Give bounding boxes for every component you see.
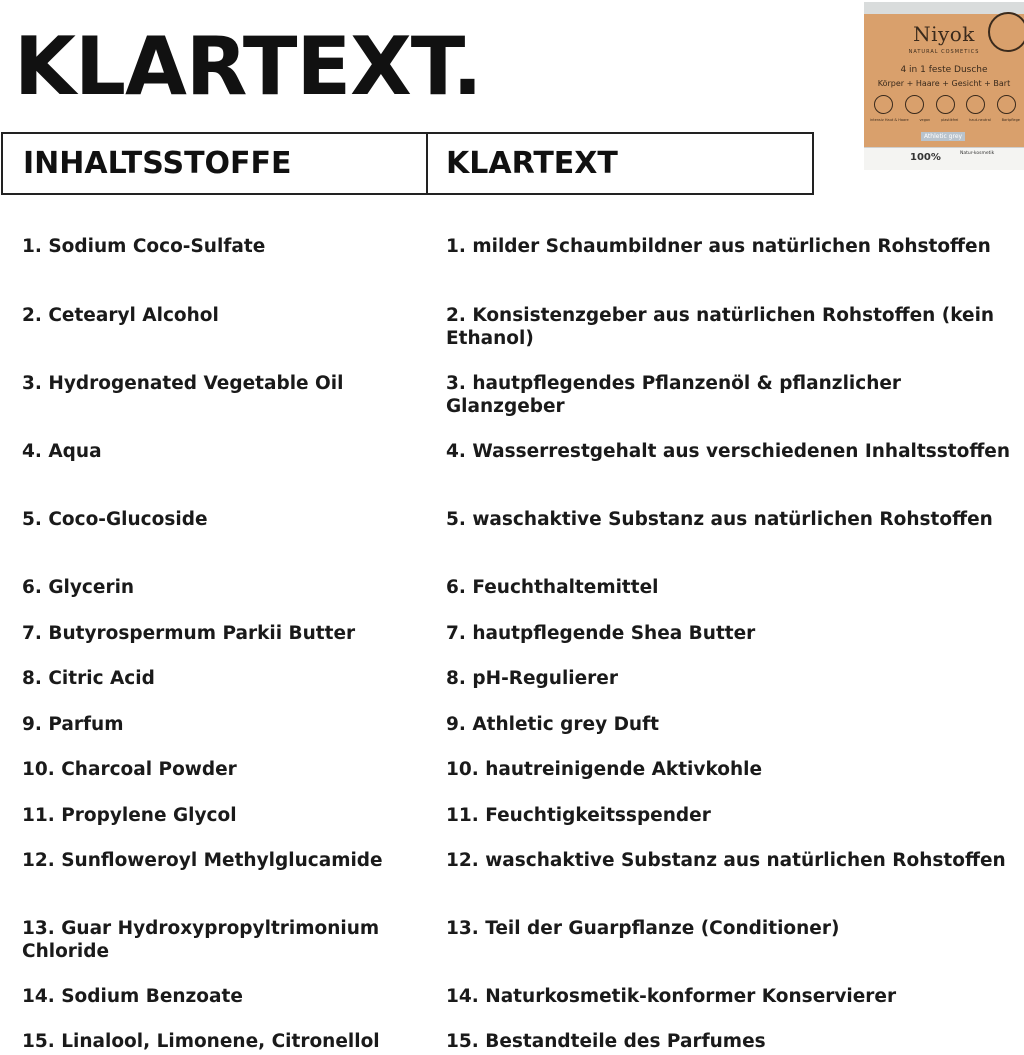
ingredient-name: 14. Sodium Benzoate (22, 986, 243, 1007)
natural-label: Natur-kosmetik (960, 151, 995, 156)
product-name: 4 in 1 feste Dusche (900, 65, 988, 75)
beard-icon (997, 95, 1016, 114)
ingredient-name: 7. Butyrospermum Parkii Butter (22, 623, 356, 644)
ingredient-name: 6. Glycerin (22, 577, 135, 598)
ingredient-name: 13. Guar Hydroxypropyltrimonium Chloride (22, 918, 380, 962)
ingredient-explanation: 10. hautreinigende Aktivkohle (446, 759, 763, 780)
scent-tag: Athletic grey (921, 132, 965, 141)
badge-label: intensiv Haut & Haare (870, 118, 909, 122)
ingredient-explanation: 5. waschaktive Substanz aus natürlichen Rohstoffen (446, 509, 993, 530)
ingredient-explanation: 8. pH-Regulierer (446, 668, 618, 689)
ingredient-name: 8. Citric Acid (22, 668, 155, 689)
natural-percentage: 100% (910, 152, 941, 163)
ingredient-explanation: 1. milder Schaumbildner aus natürlichen Rohstoffen (446, 236, 991, 257)
page-title: KLARTEXT. (14, 20, 482, 113)
table-header (1, 132, 814, 195)
ingredient-name: 12. Sunfloweroyl Methylglucamide (22, 850, 383, 871)
skin-neutral-icon (966, 95, 985, 114)
product-image (864, 2, 1024, 170)
ingredient-name: 15. Linalool, Limonene, Citronellol (22, 1031, 380, 1052)
product-description: Körper + Haare + Gesicht + Bart (877, 79, 1011, 88)
ingredient-explanation: 12. waschaktive Substanz aus natürlichen Rohstoffen (446, 850, 1006, 871)
badge-labels (870, 118, 1020, 122)
header-klartext: KLARTEXT (446, 146, 618, 181)
plastic-free-icon (936, 95, 955, 114)
header-ingredients: INHALTSSTOFFE (3, 134, 428, 193)
ingredient-name: 5. Coco-Glucoside (22, 509, 208, 530)
hair-icon (874, 95, 893, 114)
product-brand-subtitle: NATURAL COSMETICS (908, 49, 980, 55)
ingredient-explanation: 6. Feuchthaltemittel (446, 577, 659, 598)
ingredient-explanation: 3. hautpflegendes Pflanzenöl & pflanzlicher Glanzgeber (446, 373, 902, 417)
ingredient-name: 1. Sodium Coco-Sulfate (22, 236, 266, 257)
ingredient-name: 3. Hydrogenated Vegetable Oil (22, 373, 344, 394)
ingredient-name: 11. Propylene Glycol (22, 805, 237, 826)
ingredient-name: 10. Charcoal Powder (22, 759, 237, 780)
box-bottom (864, 147, 1024, 170)
product-brand: Niyok (913, 22, 975, 46)
ingredient-name: 2. Cetearyl Alcohol (22, 305, 219, 326)
badge-label: vegan (919, 118, 931, 122)
ingredient-explanation: 9. Athletic grey Duft (446, 714, 659, 735)
ingredient-explanation: 7. hautpflegende Shea Butter (446, 623, 756, 644)
badge-label: Bartpflege (1001, 118, 1020, 122)
ingredient-name: 9. Parfum (22, 714, 124, 735)
ingredient-explanation: 4. Wasserrestgehalt aus verschiedenen Inhaltsstoffen (446, 441, 1011, 462)
ingredient-name: 4. Aqua (22, 441, 102, 462)
ingredient-explanation: 13. Teil der Guarpflanze (Conditioner) (446, 918, 840, 939)
ingredient-explanation: 2. Konsistenzgeber aus natürlichen Rohstoffen (kein Ethanol) (446, 305, 995, 349)
badge-label: plastikfrei (941, 118, 959, 122)
ingredient-explanation: 15. Bestandteile des Parfumes (446, 1031, 766, 1052)
product-badges (874, 95, 1016, 117)
ingredient-explanation: 14. Naturkosmetik-konformer Konservierer (446, 986, 897, 1007)
badge-label: haut-neutral (969, 118, 991, 122)
vegan-icon (905, 95, 924, 114)
ingredient-explanation: 11. Feuchtigkeitsspender (446, 805, 711, 826)
